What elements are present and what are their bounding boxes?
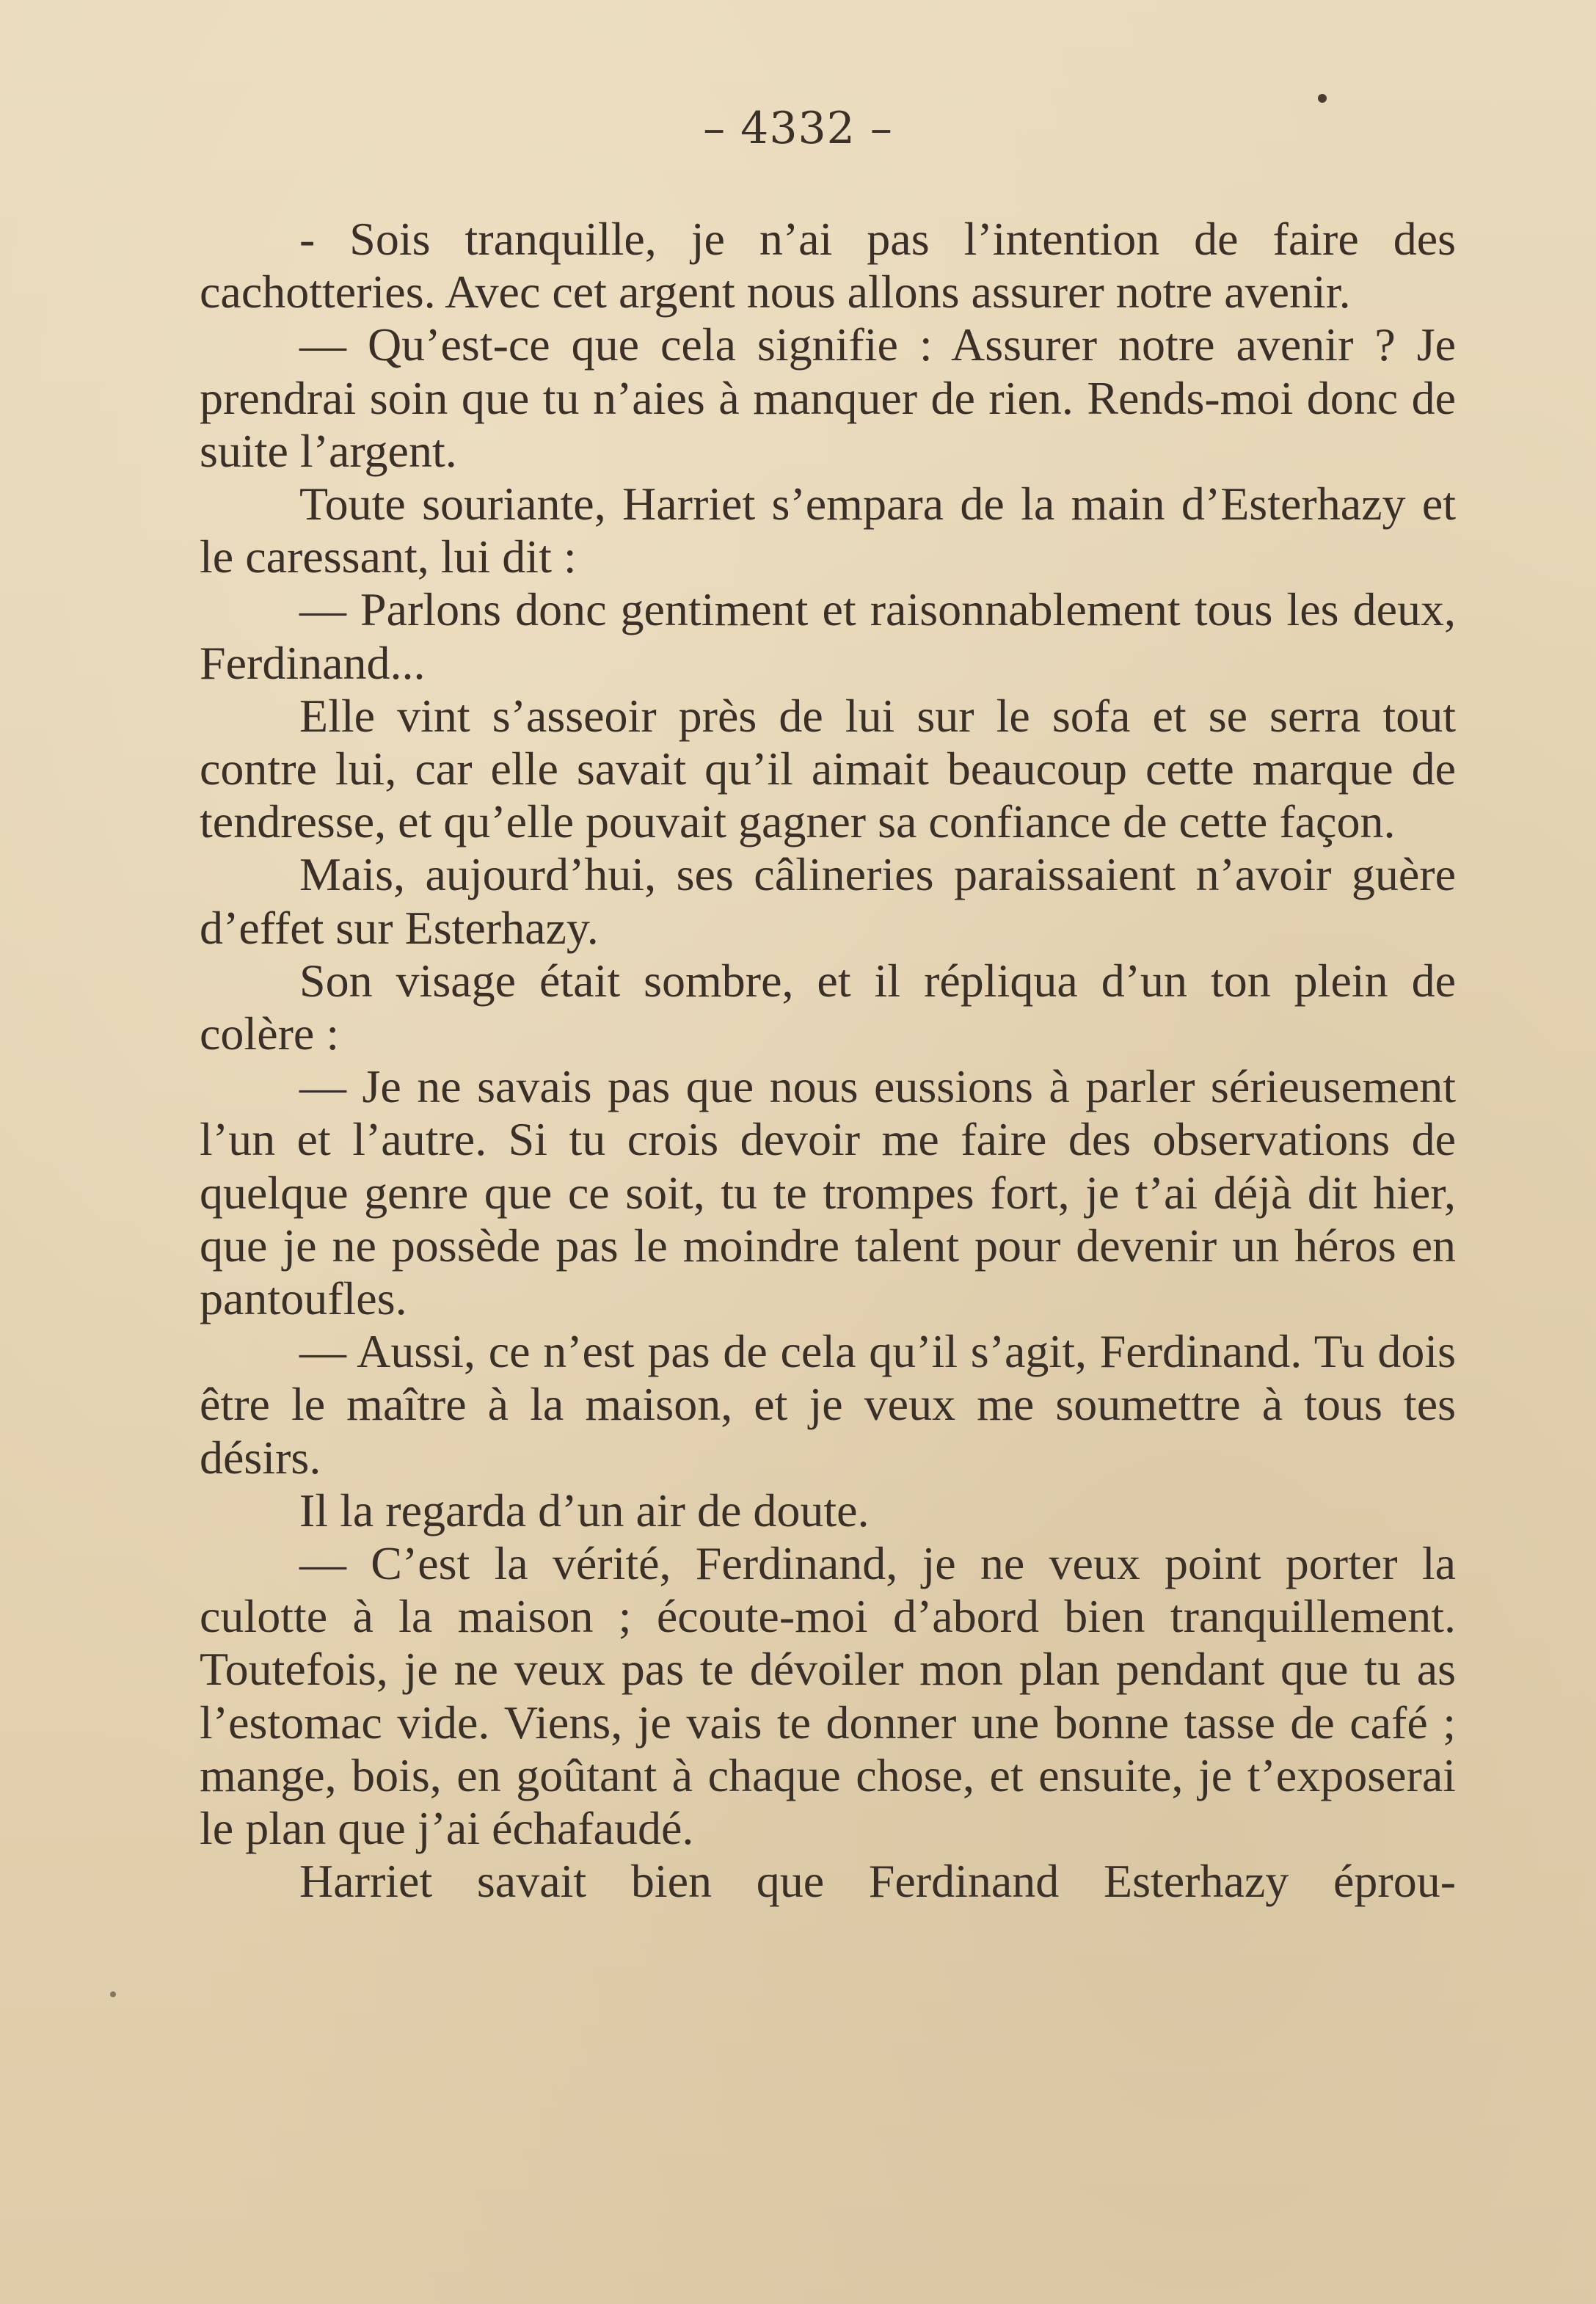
paragraph-2: — Qu’est-ce que cela signifie : Assurer notre avenir ? Je prendrai soin que tu n’aies à manquer de rien. Rends-moi donc de suite l’argent.: [200, 318, 1456, 477]
paragraph-11: — C’est la vérité, Ferdinand, je ne veux point porter la culotte à la maison ; écoute-moi d’abord bien tranquillement. Toutefois, je ne veux pas te dévoiler mon plan pendant que tu as l’estomac vide. Viens, je vais te donner une bonne tasse de café ; mange, bois, en goûtant à chaque chose, et ensuite, je t’exposerai le plan que j’ai échafaudé.: [200, 1537, 1456, 1855]
paragraph-3: Toute souriante, Harriet s’empara de la main d’Esterhazy et le caressant, lui dit :: [200, 478, 1456, 583]
paragraph-9: — Aussi, ce n’est pas de cela qu’il s’agit, Ferdinand. Tu dois être le maître à la maison, et je veux me soumettre à tous tes désirs.: [200, 1325, 1456, 1484]
paragraph-5: Elle vint s’asseoir près de lui sur le sofa et se serra tout contre lui, car elle savait qu’il aimait beaucoup cette marque de tendresse, et qu’elle pouvait gagner sa confiance de cette façon.: [200, 689, 1456, 848]
ink-speck: [110, 1991, 116, 1997]
paragraph-6: Mais, aujourd’hui, ses câlineries paraissaient n’avoir guère d’effet sur Esterhazy.: [200, 848, 1456, 954]
paragraph-7: Son visage était sombre, et il répliqua d’un ton plein de colère :: [200, 954, 1456, 1060]
body-text: [200, 213, 1456, 1909]
page-number: – 4332 –: [703, 103, 893, 154]
ink-speck: [1318, 94, 1327, 103]
paragraph-10: Il la regarda d’un air de doute.: [299, 1484, 870, 1536]
paragraph-1: - Sois tranquille, je n’ai pas l’intention de faire des cachotteries. Avec cet argent nous allons assurer notre avenir.: [200, 213, 1456, 318]
paragraph-12: Harriet savait bien que Ferdinand Esterhazy éprou-: [299, 1855, 1456, 1908]
paragraph-4: — Parlons donc gentiment et raisonnablement tous les deux, Ferdinand...: [200, 583, 1456, 689]
paragraph-8: — Je ne savais pas que nous eussions à parler sérieusement l’un et l’autre. Si tu crois devoir me faire des observations de quelque genre que ce soit, tu te trompes fort, je t’ai déjà dit hier, que je ne possède pas le moindre talent pour devenir un héros en pantoufles.: [200, 1060, 1456, 1325]
